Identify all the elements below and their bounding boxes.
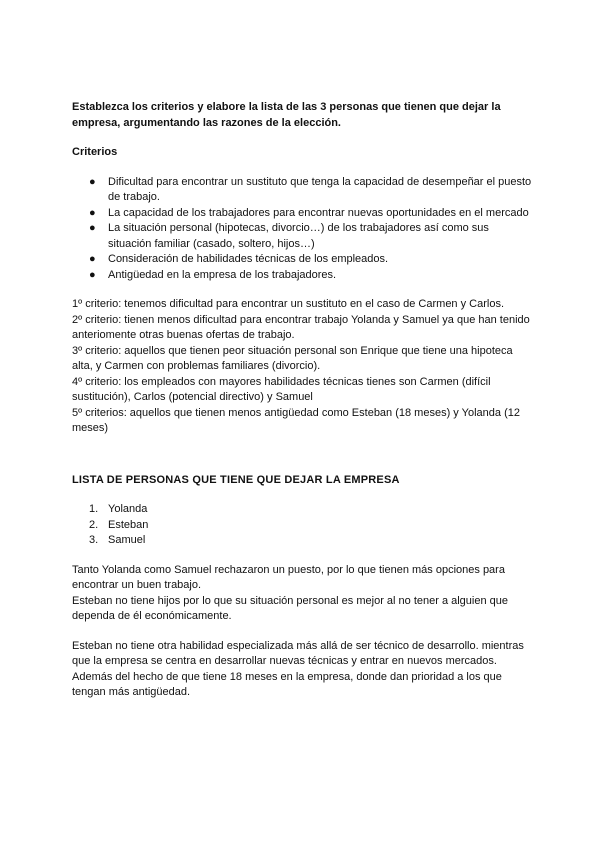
list-number: 3.	[89, 534, 99, 546]
list-item	[72, 502, 532, 518]
person-name: Esteban	[108, 518, 149, 531]
people-list-heading: LISTA DE PERSONAS QUE TIENE QUE DEJAR LA EMPRESA	[72, 473, 400, 486]
bullet-icon: ●	[89, 268, 96, 281]
criteria-item	[72, 221, 532, 252]
criteria-item-text: Antigüedad en la empresa de los trabajadores.	[108, 268, 337, 281]
criteria-details	[72, 297, 532, 437]
list-item	[72, 518, 532, 534]
criteria-item-text: Consideración de habilidades técnicas de los empleados.	[108, 253, 389, 265]
criteria-item	[72, 175, 532, 206]
criteria-item	[72, 252, 532, 268]
criteria-item-text: La situación personal (hipotecas, divorcio…) de los trabajadores así como sus situación familiar (casado, soltero, hijos…)	[108, 222, 489, 250]
criteria-detail: 4º criterio: los empleados con mayores habilidades técnicas tienes son Carmen (difícil sustitución), Carlos (potencial directivo) y Samuel	[72, 375, 491, 403]
list-item	[72, 533, 532, 549]
list-number: 2.	[89, 518, 99, 531]
closing-paragraph: Esteban no tiene otra habilidad especializada más allá de ser técnico de desarrollo. mientras que la empresa se centra en desarrollar nuevas técnicas y entrar en nuevos mercados. Además del hecho de que tiene 18 meses en la empresa, donde dan prioridad a los que tengan más antigüedad.	[72, 639, 524, 698]
reasons-block	[72, 563, 532, 625]
assignment-prompt: Establezca los criterios y elabore la lista de las 3 personas que tienen que dejar la empresa, argumentando las razones de la elección.	[72, 101, 501, 129]
criteria-item-text: Dificultad para encontrar un sustituto que tenga la capacidad de desempeñar el puesto de trabajo.	[108, 175, 532, 203]
criteria-detail: 1º criterio: tenemos dificultad para encontrar un sustituto en el caso de Carmen y Carlos.	[72, 298, 505, 310]
closing-block	[72, 639, 532, 701]
reason-paragraph: Esteban no tiene hijos por lo que su situación personal es mejor al no tener a alguien que dependa de él económicamente.	[72, 594, 509, 622]
criteria-detail: 5º criterios: aquellos que tienen menos antigüedad como Esteban (18 meses) y Yolanda (12 meses)	[72, 406, 520, 434]
bullet-icon: ●	[89, 206, 96, 219]
criteria-item	[72, 268, 532, 284]
criteria-detail: 3º criterio: aquellos que tienen peor situación personal son Enrique que tiene una hipoteca alta, y Carmen con problemas familiares (divorcio).	[72, 344, 513, 372]
criteria-detail: 2º criterio: tienen menos dificultad para encontrar trabajo Yolanda y Samuel ya que han tenido anteriomente otras buenas ofertas de trabajo.	[72, 313, 530, 341]
people-list	[72, 502, 532, 549]
bullet-icon: ●	[89, 175, 96, 188]
criteria-item-text: La capacidad de los trabajadores para encontrar nuevas oportunidades en el mercado	[108, 206, 529, 219]
person-name: Yolanda	[108, 503, 148, 515]
criteria-heading: Criterios	[72, 146, 118, 158]
criteria-item	[72, 206, 532, 222]
reason-paragraph: Tanto Yolanda como Samuel rechazaron un puesto, por lo que tienen más opciones para encontrar un buen trabajo.	[72, 563, 505, 591]
bullet-icon: ●	[89, 222, 96, 234]
criteria-list	[72, 175, 532, 284]
person-name: Samuel	[108, 534, 146, 546]
bullet-icon: ●	[89, 253, 96, 265]
document-page	[72, 100, 532, 701]
list-number: 1.	[89, 503, 99, 515]
